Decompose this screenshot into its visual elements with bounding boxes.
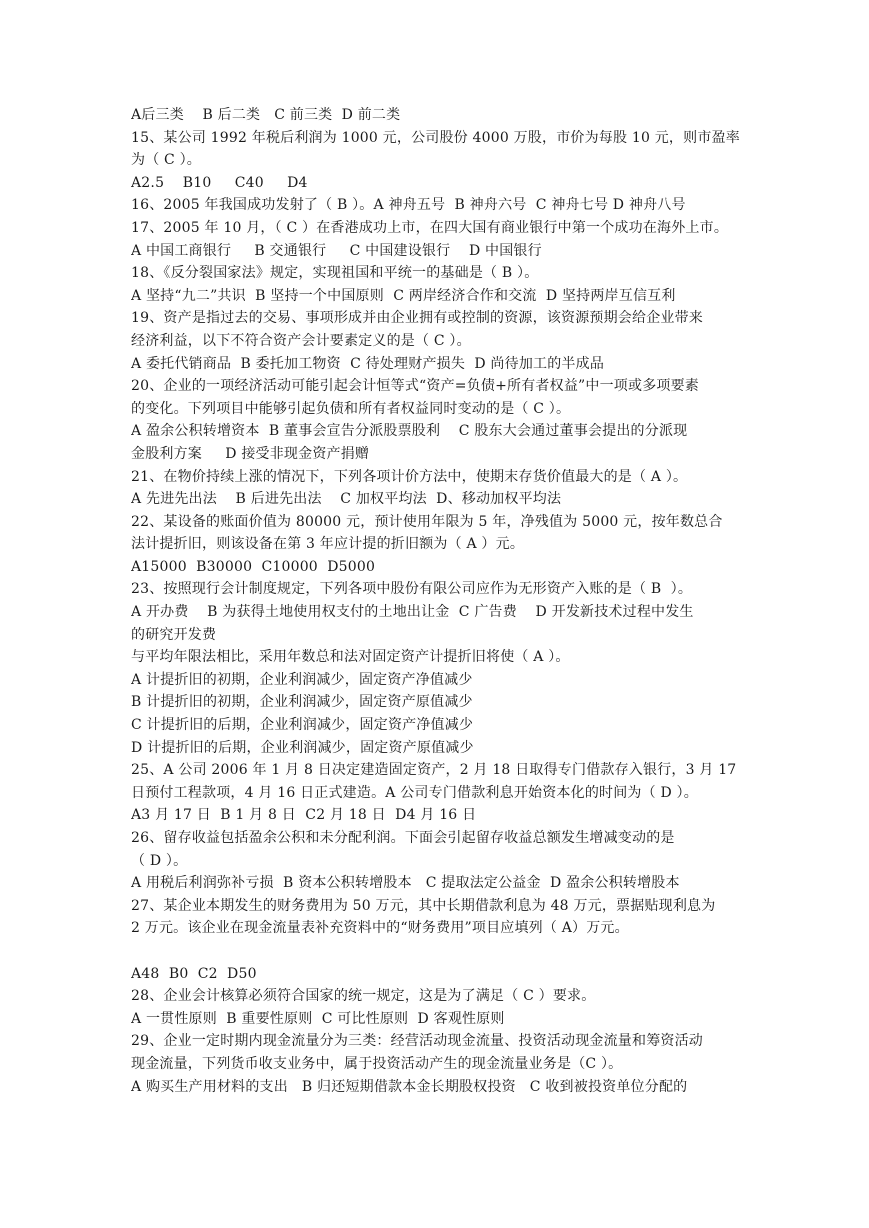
question-23-options-1: A 开办费 B 为获得土地使用权支付的土地出让金 C 广告费 D 开发新技术过程中发生 <box>131 604 694 621</box>
question-23-options-2: 的研究开发费 <box>131 626 217 643</box>
question-20-line-1: 20、企业的一项经济活动可能引起会计恒等式“资产=负债+所有者权益”中一项或多项要素 <box>131 378 699 395</box>
question-15-options: A2.5 B10 C40 D4 <box>131 174 308 191</box>
question-29-line-2: 现金流量，下列货币收支业务中，属于投资活动产生的现金流量业务是（C ）。 <box>131 1055 623 1072</box>
text-line: A后三类 B 后二类 C 前三类 D 前二类 <box>131 107 401 123</box>
question-16-line: 16、2005 年我国成功发射了（ B ）。A 神舟五号 B 神舟六号 C 神舟七号 D 神舟八号 <box>131 197 686 214</box>
question-26-line-2: （ D ）。 <box>131 852 188 869</box>
question-22-line-1: 22、某设备的账面价值为 80000 元，预计使用年限为 5 年，净残值为 5000 元，按年数总合 <box>131 513 723 530</box>
question-28-options: A 一贯性原则 B 重要性原则 C 可比性原则 D 客观性原则 <box>131 1010 505 1027</box>
question-26-line-1: 26、留存收益包括盈余公积和未分配利润。下面会引起留存收益总额发生增减变动的是 <box>131 830 675 846</box>
blank-line <box>131 940 743 963</box>
question-24-option-c: C 计提折旧的后期，企业利润减少，固定资产净值减少 <box>131 717 474 734</box>
question-24-option-a: A 计提折旧的初期，企业利润减少，固定资产净值减少 <box>131 671 473 688</box>
question-24-option-d: D 计提折旧的后期，企业利润减少，固定资产原值减少 <box>131 739 474 756</box>
question-27-options: A48 B0 C2 D50 <box>131 965 257 982</box>
question-25-line-2: 日预付工程款项，4 月 16 日正式建造。A 公司专门借款利息开始资本化的时间为（ D ）。 <box>131 784 698 801</box>
question-24-line: 与平均年限法相比，采用年数总和法对固定资产计提折旧将使（ A ）。 <box>131 649 570 666</box>
question-19-line-2: 经济利益，以下不符合资产会计要素定义的是（ C ）。 <box>131 332 471 349</box>
question-21-line: 21、在物价持续上涨的情况下，下列各项计价方法中，使期末存货价值最大的是（ A ）。 <box>131 468 688 485</box>
question-20-options-1: A 盈余公积转增资本 B 董事会宣告分派股票股利 C 股东大会通过董事会提出的分派现 <box>131 423 688 440</box>
question-23-line: 23、按照现行会计制度规定，下列各项中股份有限公司应作为无形资产入账的是（ B ）。 <box>131 581 693 598</box>
question-17-line: 17、2005 年 10 月，（ C ）在香港成功上市，在四大国有商业银行中第一个成功在海外上市。 <box>131 219 729 236</box>
question-17-options: A 中国工商银行 B 交通银行 C 中国建设银行 D 中国银行 <box>131 242 542 259</box>
question-27-line-1: 27、某企业本期发生的财务费用为 50 万元，其中长期借款利息为 48 万元，票据贴现利息为 <box>131 897 716 914</box>
question-20-line-2: 的变化。下列项目中能够引起负债和所有者权益同时变动的是（ C ）。 <box>131 400 571 417</box>
question-25-options: A3 月 17 日 B 1 月 8 日 C2 月 18 日 D4 月 16 日 <box>131 807 477 824</box>
document-page <box>131 104 743 1098</box>
question-29-line-1: 29、企业一定时期内现金流量分为三类：经营活动现金流量、投资活动现金流量和筹资活动 <box>131 1033 704 1050</box>
question-27-line-2: 2 万元。该企业在现金流量表补充资料中的“财务费用”项目应填列（ A）万元。 <box>131 920 629 937</box>
question-22-options: A15000 B30000 C10000 D5000 <box>131 558 376 575</box>
question-22-line-2: 法计提折旧，则该设备在第 3 年应计提的折旧额为（ A ）元。 <box>131 536 525 553</box>
question-15-line-1: 15、某公司 1992 年税后利润为 1000 元，公司股份 4000 万股，市价为每股 10 元，则市盈率 <box>131 129 740 146</box>
question-19-options: A 委托代销商品 B 委托加工物资 C 待处理财产损失 D 尚待加工的半成品 <box>131 355 605 372</box>
question-26-options: A 用税后利润弥补亏损 B 资本公积转增股本 C 提取法定公益金 D 盈余公积转增股本 <box>131 875 680 892</box>
question-15-line-2: 为（ C ）。 <box>131 152 202 169</box>
question-24-option-b: B 计提折旧的初期，企业利润减少，固定资产原值减少 <box>131 694 473 711</box>
question-18-line: 18、《反分裂国家法》规定，实现祖国和平统一的基础是（ B ）。 <box>131 265 539 282</box>
question-20-options-2: 金股利方案 D 接受非现金资产捐赠 <box>131 445 370 462</box>
question-25-line-1: 25、A 公司 2006 年 1 月 8 日决定建造固定资产，2 月 18 日取得专门借款存入银行，3 月 17 <box>131 762 737 779</box>
question-28-line: 28、企业会计核算必须符合国家的统一规定，这是为了满足（ C ）要求。 <box>131 988 596 1005</box>
question-29-options: A 购买生产用材料的支出 B 归还短期借款本金长期股权投资 C 收到被投资单位分配的 <box>131 1078 688 1095</box>
question-18-options: A 坚持“九二”共识 B 坚持一个中国原则 C 两岸经济合作和交流 D 坚持两岸互信互利 <box>131 287 676 304</box>
question-21-options: A 先进先出法 B 后进先出法 C 加权平均法 D、移动加权平均法 <box>131 491 562 508</box>
question-19-line-1: 19、资产是指过去的交易、事项形成并由企业拥有或控制的资源，该资源预期会给企业带来 <box>131 310 704 327</box>
